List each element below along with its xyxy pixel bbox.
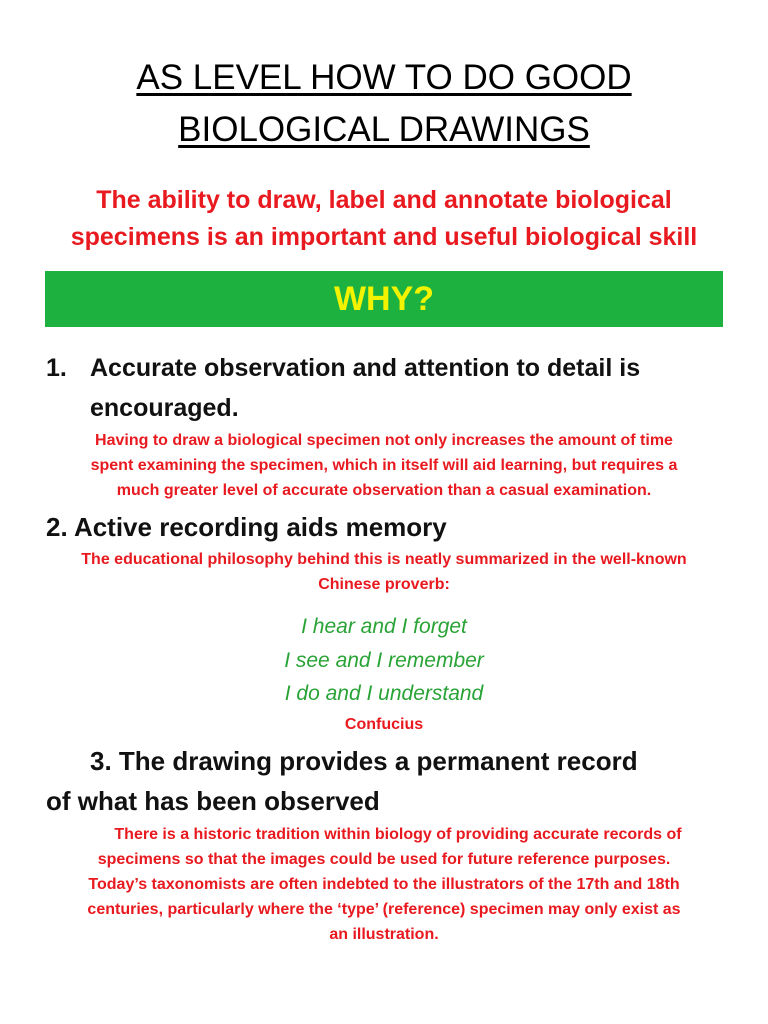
- proverb-line-1: I hear and I forget: [301, 615, 467, 638]
- title-line-2: BIOLOGICAL DRAWINGS: [178, 110, 590, 149]
- point-3-body-line: Today’s taxonomists are often indebted to the illustrators of the 17th and 18th: [88, 876, 680, 893]
- subtitle-line-1: The ability to draw, label and annotate biological: [96, 186, 672, 214]
- point-1-body-line: Having to draw a biological specimen not only increases the amount of time: [95, 432, 673, 449]
- title-line-1: AS LEVEL HOW TO DO GOOD: [136, 58, 632, 97]
- point-1-body-line: much greater level of accurate observation than a casual examination.: [116, 482, 652, 499]
- point-2-body-line: Chinese proverb:: [318, 576, 450, 593]
- subtitle: [20, 182, 748, 256]
- point-1-heading-line-2: encouraged.: [90, 394, 239, 422]
- subtitle-line-2: specimens is an important and useful biological skill: [70, 223, 698, 251]
- point-2-heading: 2. Active recording aids memory: [46, 512, 447, 542]
- why-banner: WHY?: [45, 271, 723, 327]
- proverb-line-3: I do and I understand: [284, 682, 484, 705]
- point-1-heading: [90, 348, 750, 428]
- proverb-line-2: I see and I remember: [284, 649, 484, 672]
- point-3-heading-line-2: of what has been observed: [46, 786, 380, 816]
- point-3-body: [30, 822, 738, 947]
- point-3-body-line: an illustration.: [329, 926, 439, 943]
- point-1-body: [40, 428, 728, 503]
- point-2-body: [20, 547, 748, 597]
- page-title: [0, 52, 768, 156]
- point-2-body-line: The educational philosophy behind this is neatly summarized in the well-known: [81, 551, 687, 568]
- proverb-attribution: Confucius: [344, 716, 424, 733]
- point-3-body-line: centuries, particularly where the ‘type’ (reference) specimen may only exist as: [87, 901, 681, 918]
- point-3-heading-line-1: 3. The drawing provides a permanent record: [90, 746, 638, 776]
- point-1-heading-line-1: Accurate observation and attention to detail is: [90, 354, 641, 382]
- point-1-number: 1.: [46, 354, 67, 382]
- point-1-body-line: spent examining the specimen, which in itself will aid learning, but requires a: [90, 457, 678, 474]
- point-3-body-line: There is a historic tradition within biology of providing accurate records of: [114, 826, 682, 843]
- point-3-body-line: specimens so that the images could be used for future reference purposes.: [97, 851, 671, 868]
- point-3-heading: [46, 741, 746, 821]
